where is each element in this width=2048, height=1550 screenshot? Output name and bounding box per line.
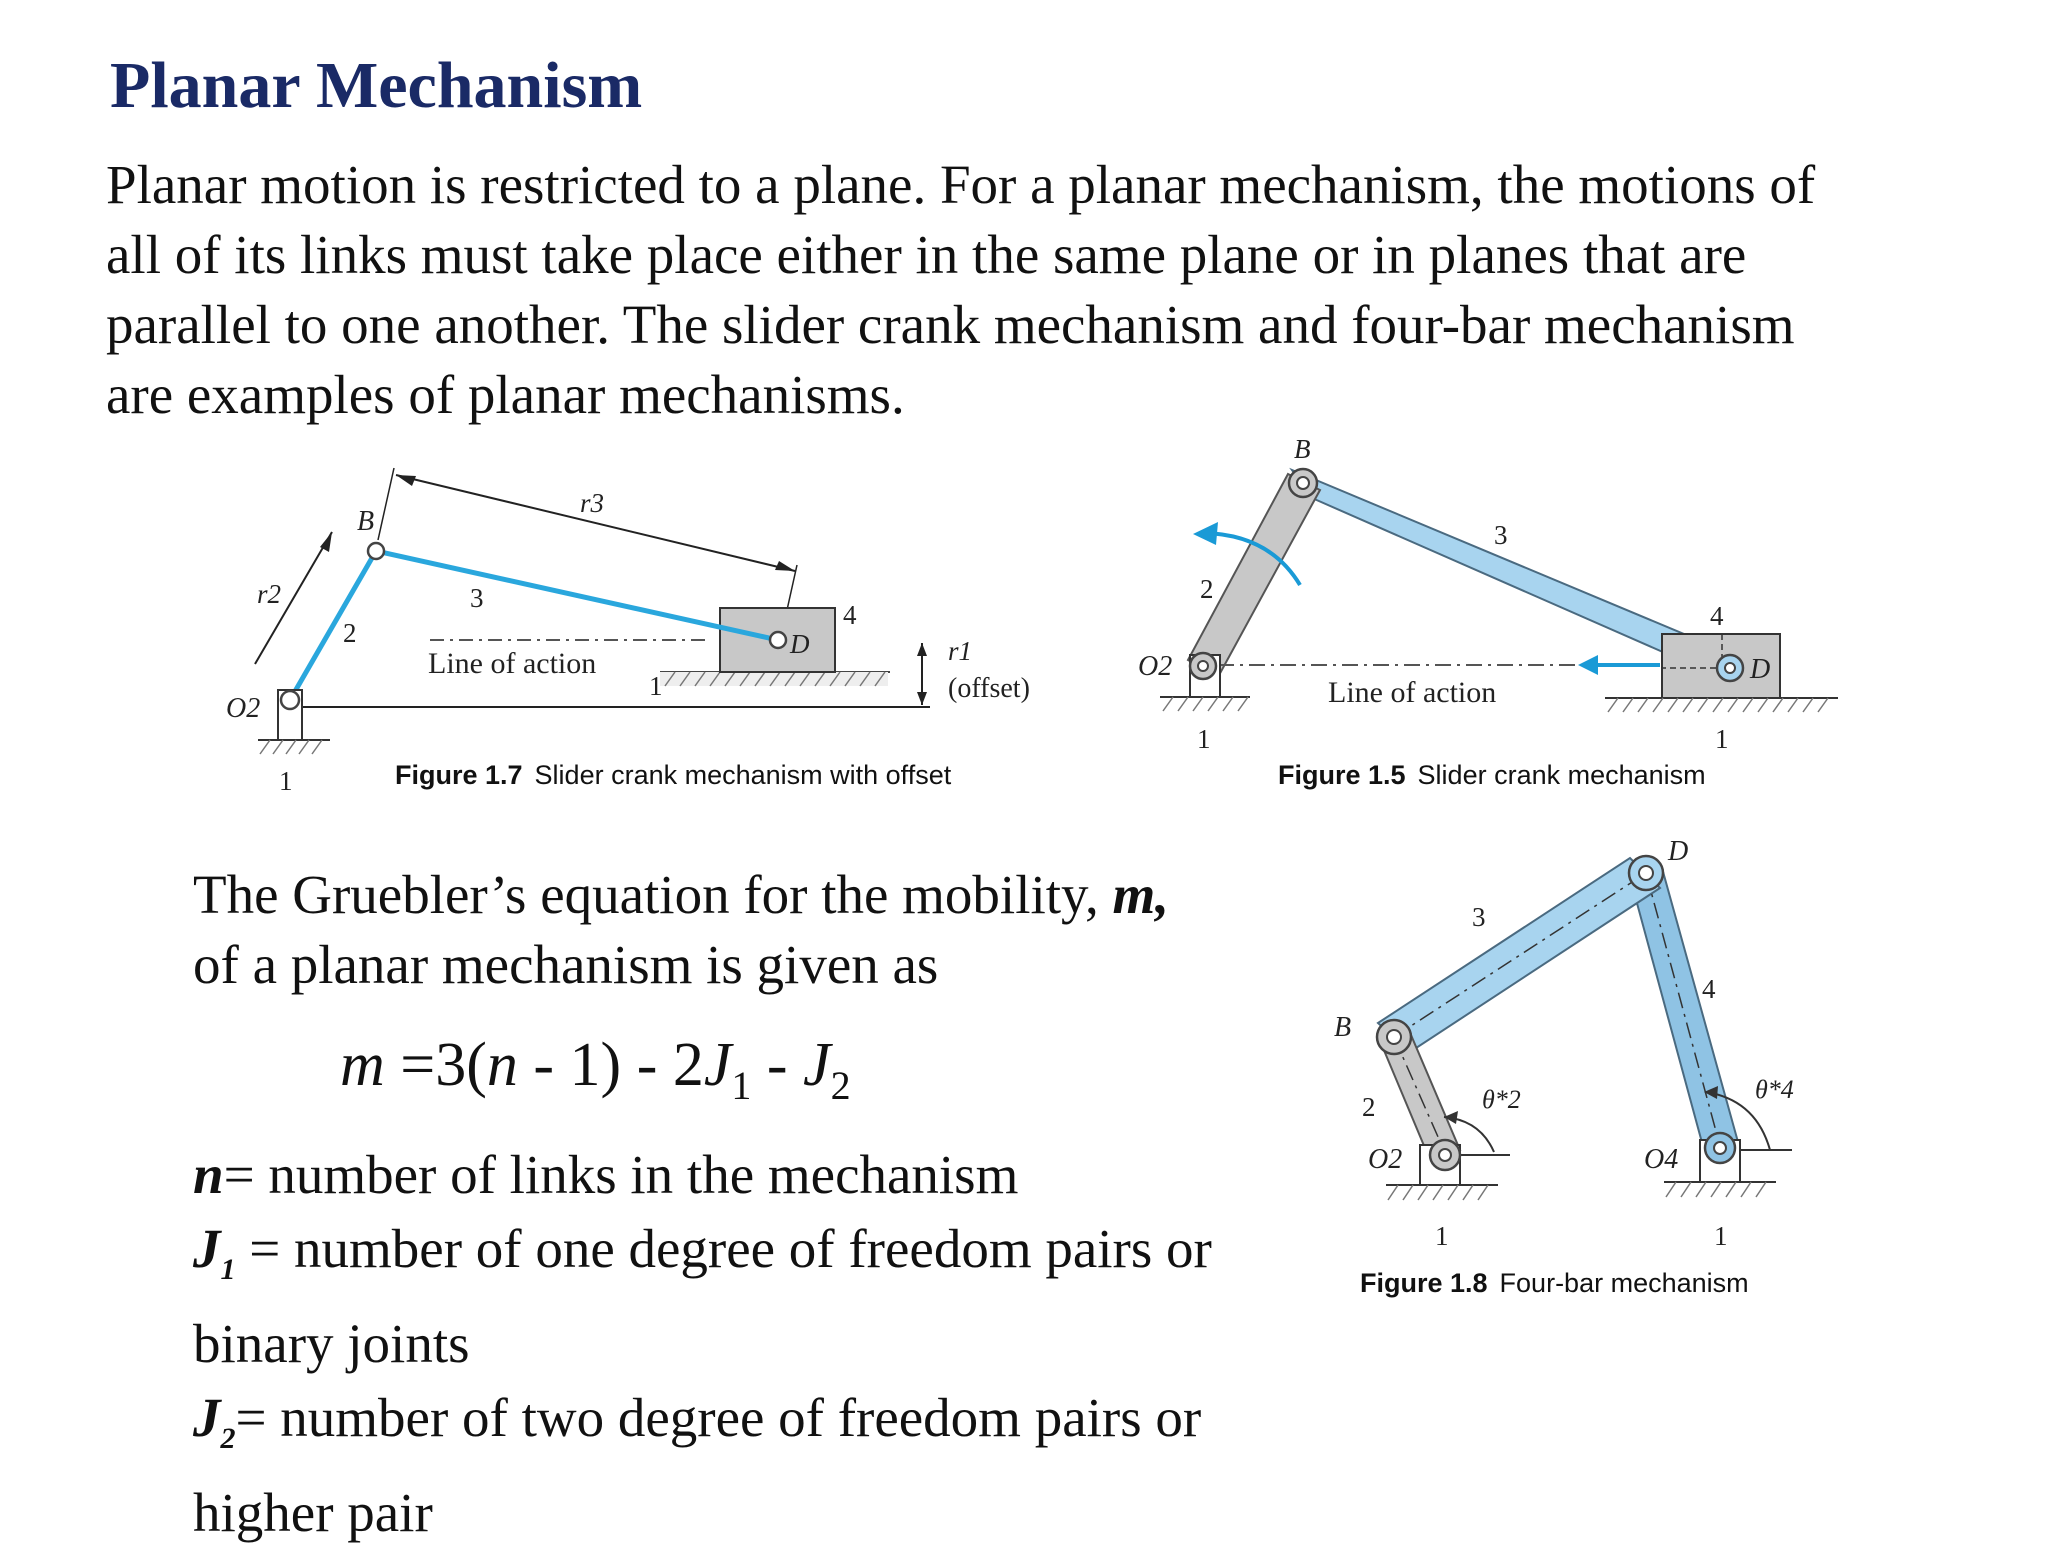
intro-line: are examples of planar mechanisms. bbox=[106, 364, 905, 425]
label-link-2: 2 bbox=[1362, 1092, 1376, 1122]
label-theta4: θ*4 bbox=[1755, 1075, 1794, 1104]
label-O2: O2 bbox=[1138, 651, 1173, 682]
eq-sub-1: 1 bbox=[731, 1063, 752, 1108]
variable-definitions bbox=[193, 1138, 1212, 1550]
caption-text: Four-bar mechanism bbox=[1499, 1268, 1749, 1298]
label-link-3: 3 bbox=[1472, 902, 1486, 932]
label-B: B bbox=[357, 506, 375, 537]
label-r3: r3 bbox=[580, 488, 605, 518]
label-r1: r1 bbox=[948, 636, 973, 666]
label-link-3: 3 bbox=[470, 583, 484, 613]
eq-part: - bbox=[751, 1031, 804, 1099]
page-title: Planar Mechanism bbox=[110, 49, 643, 122]
label-D: D bbox=[1750, 654, 1771, 685]
label-D: D bbox=[790, 629, 810, 659]
label-theta2: θ*2 bbox=[1482, 1085, 1521, 1114]
label-B: B bbox=[1294, 434, 1311, 464]
eq-n: n bbox=[486, 1031, 518, 1099]
label-ground-1-top: 1 bbox=[649, 671, 663, 701]
label-ground-1: 1 bbox=[279, 766, 293, 796]
definition-J2-cont: higher pair bbox=[193, 1482, 433, 1543]
label-ground-1-left: 1 bbox=[1197, 724, 1211, 754]
link-3 bbox=[1378, 858, 1660, 1052]
label-D: D bbox=[1668, 836, 1689, 867]
label-link-4: 4 bbox=[1710, 601, 1724, 631]
label-link-2: 2 bbox=[343, 618, 357, 648]
label-link-2: 2 bbox=[1200, 574, 1214, 604]
label-offset: (offset) bbox=[948, 673, 1030, 704]
eq-m: m bbox=[340, 1031, 385, 1099]
label-line-of-action: Line of action bbox=[428, 647, 597, 680]
label-O2: O2 bbox=[1368, 1144, 1403, 1175]
caption-number: Figure 1.7 bbox=[395, 760, 523, 790]
label-ground-1-left: 1 bbox=[1435, 1221, 1449, 1251]
gruebler-line-1: The Gruebler’s equation for the mobility, bbox=[193, 864, 1099, 925]
gruebler-equation bbox=[340, 1030, 851, 1109]
link-4 bbox=[1628, 868, 1738, 1150]
intro-line: all of its links must take place either in the same plane or in planes that are bbox=[106, 224, 1747, 285]
definition-J1-cont: binary joints bbox=[193, 1313, 470, 1374]
caption-number: Figure 1.8 bbox=[1360, 1268, 1488, 1298]
eq-part: =3( bbox=[384, 1031, 487, 1099]
definition-n: n= number of links in the mechanism bbox=[193, 1144, 1019, 1205]
label-ground-1-right: 1 bbox=[1714, 1221, 1728, 1251]
intro-line: Planar motion is restricted to a plane. For a planar mechanism, the motions of bbox=[106, 154, 1816, 215]
label-link-3: 3 bbox=[1494, 520, 1508, 550]
gruebler-intro bbox=[193, 860, 1169, 1000]
label-O4: O4 bbox=[1644, 1144, 1679, 1175]
label-r2: r2 bbox=[257, 579, 282, 609]
eq-part: - 1) - 2 bbox=[517, 1031, 704, 1099]
eq-J2: J bbox=[803, 1031, 831, 1099]
label-B: B bbox=[1334, 1012, 1352, 1043]
label-ground-1-right: 1 bbox=[1715, 724, 1729, 754]
definition-J2: $J_2=$ number of two degree of freedom pairs or bbox=[193, 1387, 1202, 1455]
caption-number: Figure 1.5 bbox=[1278, 760, 1406, 790]
label-link-4: 4 bbox=[1702, 974, 1716, 1004]
m-symbol: m, bbox=[1112, 864, 1170, 925]
gruebler-line-2: of a planar mechanism is given as bbox=[193, 934, 939, 995]
label-line-of-action: Line of action bbox=[1328, 676, 1497, 709]
intro-line: parallel to one another. The slider crank mechanism and four-bar mechanism bbox=[106, 294, 1795, 355]
figure-1-8-caption bbox=[1360, 1268, 1749, 1299]
label-link-4: 4 bbox=[843, 600, 857, 630]
eq-sub-2: 2 bbox=[830, 1063, 851, 1108]
label-O2: O2 bbox=[226, 693, 261, 724]
caption-text: Slider crank mechanism bbox=[1417, 760, 1706, 790]
caption-text: Slider crank mechanism with offset bbox=[534, 760, 952, 790]
definition-J1: $J_1$ = number of one degree of freedom pairs or bbox=[193, 1218, 1212, 1286]
eq-J1: J bbox=[703, 1031, 732, 1099]
